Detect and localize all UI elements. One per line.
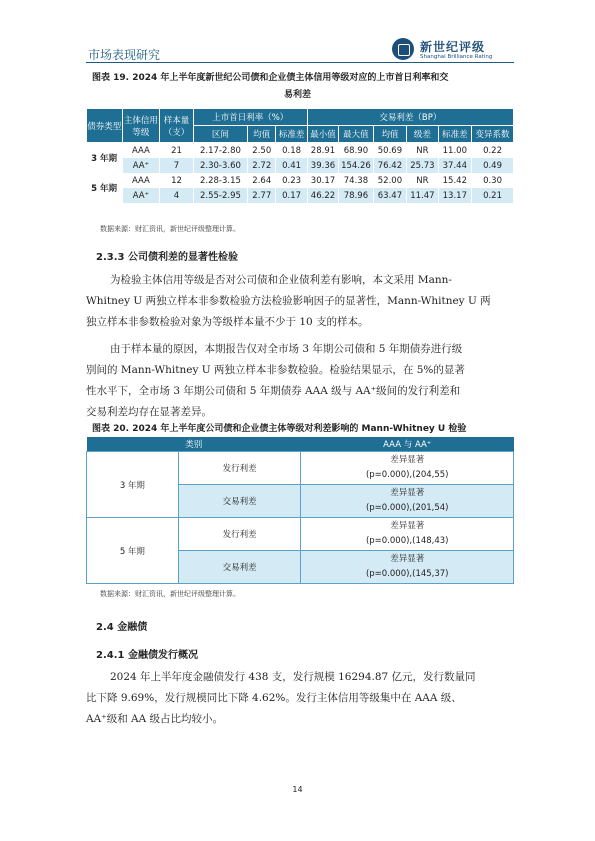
table19-caption-line1: 图表 19. 2024 年上半年度新世纪公司债和企业债主体信用等级对应的上市首日利率和交 <box>92 73 449 83</box>
table19-caption-line2: 易利差 <box>283 90 311 100</box>
header-divider <box>86 62 514 63</box>
table-cell: 0.30 <box>472 173 514 188</box>
th-spread-min: 最小值 <box>307 126 338 143</box>
header-section-title: 市场表现研究 <box>88 48 161 62</box>
row-result <box>301 485 514 518</box>
table-row <box>87 188 514 203</box>
section-heading-24: 2.4 金融债 <box>96 622 148 633</box>
table-cell: 2.28-3.15 <box>193 173 247 188</box>
result-text: 差异显著 <box>390 488 425 498</box>
row-item: 发行利差 <box>178 518 301 551</box>
th-rate-std: 标准差 <box>276 126 307 143</box>
th-rating: 主体信用等级 <box>122 109 160 143</box>
table-cell: 11.00 <box>438 143 471 159</box>
table20-source: 数据来源：财汇资讯，新世纪评级整理计算。 <box>100 590 240 598</box>
th-rate-mean: 均值 <box>248 126 276 143</box>
th-spread-std: 标准差 <box>438 126 471 143</box>
table-cell: AAA <box>122 173 160 188</box>
row-result <box>301 452 514 485</box>
th-spread-max: 最大值 <box>339 126 374 143</box>
table-cell: 2.50 <box>248 143 276 159</box>
table20-caption: 图表 20. 2024 年上半年度公司债和企业债主体等级对利差影响的 Mann-Whitney U 检验 <box>92 424 467 434</box>
table-cell: 12 <box>160 173 193 188</box>
table-cell: 2.17-2.80 <box>193 143 247 159</box>
th-spread-group: 交易利差（BP） <box>307 109 513 126</box>
table-cell: 2.55-2.95 <box>193 188 247 203</box>
table-cell: 4 <box>160 188 193 203</box>
row-item: 交易利差 <box>178 485 301 518</box>
table-row <box>87 143 514 159</box>
table-cell: 2.72 <box>248 158 276 173</box>
table-cell: NR <box>407 173 438 188</box>
table-cell: 2.77 <box>248 188 276 203</box>
paragraph-line: 交易利差均存在显著差异。 <box>86 406 212 418</box>
row-result <box>301 551 514 584</box>
table-cell: 28.91 <box>307 143 338 159</box>
table-cell: 46.22 <box>307 188 338 203</box>
paragraph-line: AA⁺级和 AA 级占比均较小。 <box>86 713 224 725</box>
table-cell: 2.64 <box>248 173 276 188</box>
paragraph-line: Whitney U 两独立样本非参数检验方法检验影响因子的显著性，Mann-Whitney U 两 <box>86 295 491 307</box>
table-row <box>87 173 514 188</box>
logo-name-cn: 新世纪评级 <box>420 40 486 54</box>
table-cell: AAA <box>122 143 160 159</box>
paragraph-line: 性水平下，全市场 3 年期公司债和 5 年期债券 AAA 级与 AA⁺级间的发行利差和 <box>86 385 461 397</box>
table-cell: 154.26 <box>339 158 374 173</box>
table-cell: 78.96 <box>339 188 374 203</box>
table-cell: 0.18 <box>276 143 307 159</box>
section-heading-241: 2.4.1 金融债发行概况 <box>96 650 198 661</box>
table-cell: 0.41 <box>276 158 307 173</box>
table20 <box>86 437 514 584</box>
table-cell: 74.38 <box>339 173 374 188</box>
table-cell: 63.47 <box>373 188 406 203</box>
section-heading-233: 2.3.3 公司债利差的显著性检验 <box>96 252 238 263</box>
th-category: 类别 <box>87 437 301 452</box>
section-233-paragraph-1 <box>86 270 514 333</box>
logo-name-en: Shanghai Brilliance Rating <box>420 54 493 60</box>
paragraph-line: 比下降 9.69%，发行规模同比下降 4.62%。发行主体信用等级集中在 AAA 级、 <box>86 692 462 704</box>
th-rate-group: 上市首日利率（%） <box>193 109 307 126</box>
table-cell: 11.47 <box>407 188 438 203</box>
result-text: 差异显著 <box>390 455 425 465</box>
table-row <box>87 518 514 551</box>
result-text: 差异显著 <box>390 554 425 564</box>
table-cell: 68.90 <box>339 143 374 159</box>
table-cell: 50.69 <box>373 143 406 159</box>
page-number: 14 <box>292 785 303 794</box>
result-text: 差异显著 <box>390 521 425 531</box>
table-cell: 0.21 <box>472 188 514 203</box>
section-233-paragraph-2 <box>86 339 514 423</box>
result-stat: (p=0.000),(204,55) <box>365 470 449 480</box>
table-cell: 37.44 <box>438 158 471 173</box>
th-sample: 样本量（支） <box>160 109 193 143</box>
paragraph-line: 由于样本量的原因，本期报告仅对全市场 3 年期公司债和 5 年期债券进行级 <box>110 343 463 355</box>
row-result <box>301 518 514 551</box>
table-cell: AA⁺ <box>122 158 160 173</box>
logo-icon <box>392 38 414 60</box>
table-cell: AA⁺ <box>122 188 160 203</box>
table-cell: 21 <box>160 143 193 159</box>
table-cell: 0.49 <box>472 158 514 173</box>
paragraph-line: 为检验主体信用等级是否对公司债和企业债利差有影响，本文采用 Mann- <box>110 274 452 286</box>
row-item: 发行利差 <box>178 452 301 485</box>
table-cell: 76.42 <box>373 158 406 173</box>
th-spread-diff: 级差 <box>407 126 438 143</box>
paragraph-line: 独立样本非参数检验对象为等级样本量不少于 10 支的样本。 <box>86 316 369 328</box>
row-item: 交易利差 <box>178 551 301 584</box>
th-compare: AAA 与 AA⁺ <box>301 437 514 452</box>
result-stat: (p=0.000),(148,43) <box>365 536 449 546</box>
group-label: 5 年期 <box>87 518 179 584</box>
paragraph-line: 别间的 Mann-Whitney U 两独立样本非参数检验。检验结果显示，在 5%的显著 <box>86 364 465 376</box>
table-cell: 15.42 <box>438 173 471 188</box>
result-stat: (p=0.000),(145,37) <box>365 569 449 579</box>
th-rate-range: 区间 <box>193 126 247 143</box>
result-stat: (p=0.000),(201,54) <box>365 503 449 513</box>
section-241-paragraph <box>86 667 514 730</box>
table-cell: 25.73 <box>407 158 438 173</box>
table-cell: 7 <box>160 158 193 173</box>
table-row <box>87 452 514 485</box>
table-cell: NR <box>407 143 438 159</box>
th-spread-mean: 均值 <box>373 126 406 143</box>
table19-source: 数据来源：财汇资讯，新世纪评级整理计算。 <box>100 225 240 233</box>
table-cell: 2.30-3.60 <box>193 158 247 173</box>
paragraph-line: 2024 年上半年度金融债发行 438 支，发行规模 16294.87 亿元，发行数量同 <box>110 671 476 683</box>
table-cell: 0.23 <box>276 173 307 188</box>
group-label: 5 年期 <box>87 173 123 203</box>
group-label: 3 年期 <box>87 143 123 174</box>
table-cell: 30.17 <box>307 173 338 188</box>
th-bond-type: 债券类型 <box>87 109 123 143</box>
table-cell: 39.36 <box>307 158 338 173</box>
table-cell: 0.17 <box>276 188 307 203</box>
table19 <box>86 108 514 203</box>
group-label: 3 年期 <box>87 452 179 518</box>
table-row <box>87 158 514 173</box>
table-cell: 13.17 <box>438 188 471 203</box>
table-cell: 0.22 <box>472 143 514 159</box>
th-spread-cv: 变异系数 <box>472 126 514 143</box>
table-cell: 52.00 <box>373 173 406 188</box>
